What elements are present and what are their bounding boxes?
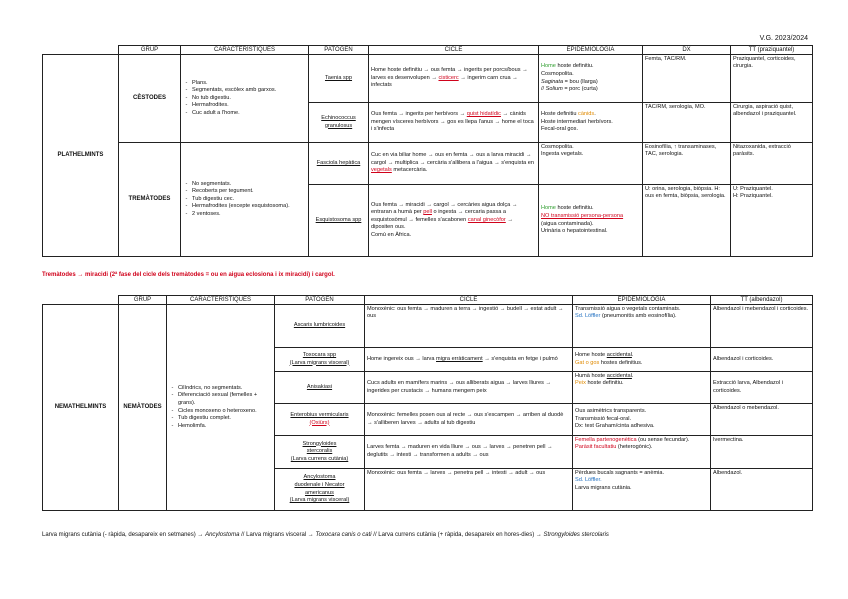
pathogen-echinococcus: Echinococcus granulosus [309, 103, 369, 143]
epi-echinococcus: Hoste definitiu cànids. Hoste intermediari herbívors. Fecal-oral gos. [539, 103, 643, 143]
cicle-toxocara: Home ingereix ous → larva migra erràticament → s'enquista en fetge i pulmó [365, 348, 573, 372]
list-item: - Hemolimfa. [178, 423, 272, 431]
dx-echinococcus: TAC/RM, serologia, MO. [643, 103, 731, 143]
larva-migrans-note: Larva migrans cutània (- ràpida, desapareix en setmanes) → Ancylostoma // Larva migrans visceral → Toxocara canis o cati // Larva currens cutània (+ ràpida, desapareix en hores-dies) → Strongyloides stercolaris [42, 532, 609, 538]
pathogen-anisakis: Anisakiasi [275, 372, 365, 404]
tt-anisakis: Extracció larva, Albendazol i corticoides. [711, 372, 813, 404]
dx-taenia: Femta, TAC/RM. [643, 55, 731, 103]
cicle-taenia: Home hoste definitiu → ous femta → ingerits per porcs/bous → larves es desenvolupen → cisticerc → ingerim carn crua → infectats [369, 55, 539, 103]
tt-fasciola: Nitazoxanida, extracció paràsits. [731, 143, 813, 185]
epi-fasciola: Cosmopolita. Ingesta vegetals. [539, 143, 643, 185]
tt-echinococcus: Cirurgia, aspiració quist, albendazol i praziquantel. [731, 103, 813, 143]
list-item: - Cicles monoxeno o heteroxeno. [178, 408, 272, 416]
phylum-cell: NEMATHELMINTS [43, 305, 119, 511]
col-grup: GRUP [119, 296, 167, 305]
col-dx: DX [643, 46, 731, 55]
epi-anisakis: Humà hoste accidental. Peix hoste definitiu. [573, 372, 711, 404]
nemathelmints-table [42, 295, 813, 511]
tt-strongyloides: Ivermectina. [711, 436, 813, 469]
cicle-strongyloides: Larves femta → maduren en vida lliure → ous → larves → penetren pell → deglutits → intesti → transformen a adults → ous [365, 436, 573, 469]
author-year: V.G. 2023/2024 [759, 35, 808, 42]
epi-esquistosoma: Home hoste definitiu. NO transmissió persona-persona (aigua contaminada). Urinària o hepatointestinal. [539, 185, 643, 257]
tt-toxocara: Albendazol i corticoides. [711, 348, 813, 372]
list-item: - Recoberts per tegument. [192, 188, 306, 196]
col-epidemiologia: EPIDEMIOLOGIA [573, 296, 711, 305]
tt-taenia: Praziquantel, corticoides, cirurgia. [731, 55, 813, 103]
epi-enterobius: Ous asimètrics transparents. Transmissió fecal-oral. Dx: test Graham/cinta adhesiva. [573, 404, 711, 436]
pathogen-fasciola: Fasciola hepàtica [309, 143, 369, 185]
plathelmints-table [42, 45, 813, 257]
col-patogen: PATÒGEN [275, 296, 365, 305]
list-item: - No tub digestiu. [192, 95, 306, 103]
phylum-cell: PLATHELMINTS [43, 55, 119, 257]
cicle-ancylostoma: Monoxènic: ous femta → larves → penetra pell → intesti → adult → ous [365, 469, 573, 511]
grup-trematodes: TREMÀTODES [119, 143, 181, 257]
table-row [43, 305, 813, 348]
pathogen-enterobius: Enterobius vermicularis (Oxiürs) [275, 404, 365, 436]
dx-esquistosoma: U: orina, serologia, biòpsia. H: ous en femta, biòpsia, serologia. [643, 185, 731, 257]
cicle-echinococcus: Ous femta → ingerits per herbívors → quist hidatídic → cànids mengen vísceres herbívors → gos es llepa l'anus → home el toca i s'infecta [369, 103, 539, 143]
list-item: - Cuc adult a l'home. [192, 110, 306, 118]
epi-taenia: Home hoste definitiu. Cosmopolita. Saginata = bou (llarga) // Solium = porc (curta) [539, 55, 643, 103]
chars-trematodes [181, 143, 309, 257]
tt-ascaris: Albendazol i mebendazol i corticoides. [711, 305, 813, 348]
pathogen-ascaris: Ascaris lumbricoides [275, 305, 365, 348]
list-item: - No segmentats. [192, 181, 306, 189]
col-tt: TT (praziquantel) [731, 46, 813, 55]
cicle-fasciola: Cuc en via biliar home → ous en femta → ous a larva miracidi → cargol → multiplica → cercària s'allibera a l'aigua → s'enquista en vegetals metacercària. [369, 143, 539, 185]
list-item: - Segmentats, escòlex amb garxos. [192, 87, 306, 95]
pathogen-esquistosoma: Esquistosoma spp [309, 185, 369, 257]
epi-toxocara: Home hoste accidental. Gat o gos hostes definitius. [573, 348, 711, 372]
table-row [43, 55, 813, 103]
cicle-anisakis: Cucs adults en mamífers marins → ous alliberats aigua → larves lliures → ingerides per crustacis → humans mengem peix [365, 372, 573, 404]
list-item: - Diferenciació sexual (femelles + grans). [178, 392, 272, 407]
empty-corner [43, 46, 119, 55]
empty-corner [43, 296, 119, 305]
chars-cestodes [181, 55, 309, 143]
cicle-ascaris: Monoxènic: ous femta → maduren a terra → ingestió → budell → estat adult → ous [365, 305, 573, 348]
pathogen-ancylostoma: Ancylostoma duodenale i Necator americanus (Larva migrans visceral) [275, 469, 365, 511]
chars-nematodes [167, 305, 275, 511]
pathogen-toxocara: Toxocara spp (Larva migrans visceral) [275, 348, 365, 372]
dx-fasciola: Eosinofília, ↑ transaminases, TAC, serologia. [643, 143, 731, 185]
list-item: - Cilíndrics, no segmentats. [178, 385, 272, 393]
pathogen-taenia: Taenia spp [309, 55, 369, 103]
list-item: - Hermafrodites. [192, 102, 306, 110]
trematodes-note: Tremàtodes → miracidi (2ª fase del cicle dels tremàtodes = ou en aigua eclosiona i ix miracidi) i cargol. [42, 272, 335, 278]
pathogen-strongyloides: Strongyloides stercoralis (Larva currens cutània) [275, 436, 365, 469]
epi-ancylostoma: Pèrdues bucals sagnants = anèmia. Sd. Löffler. Larva migrans cutània. [573, 469, 711, 511]
list-item: - Tub digestiu complet. [178, 415, 272, 423]
list-item: - Tub digestiu cec. [192, 196, 306, 204]
col-epidemiologia: EPIDEMIOLOGIA [539, 46, 643, 55]
epi-strongyloides: Femella partenogenètica (ou sense fecundar). Paràsit facultatiu (heterogònic). [573, 436, 711, 469]
tt-ancylostoma: Albendazol. [711, 469, 813, 511]
tt-esquistosoma: U: Praziquantel. H: Praziquantel. [731, 185, 813, 257]
grup-cestodes: CÈSTODES [119, 55, 181, 143]
col-patogen: PATÒGEN [309, 46, 369, 55]
list-item: - 2 ventoses. [192, 211, 306, 219]
grup-nematodes: NEMÀTODES [119, 305, 167, 511]
col-caracteristiques: CARACTERÍSTIQUES [167, 296, 275, 305]
epi-ascaris: Transmissió aigua o vegetals contaminats. Sd. Löffler (pneumonitis amb eosinofília). [573, 305, 711, 348]
col-cicle: CICLE [365, 296, 573, 305]
cicle-enterobius: Monoxènic: femelles posen ous al recte → ous s'escampen → arriben al duodè → s'alliberen larves → adults al tub digestiu [365, 404, 573, 436]
col-grup: GRUP [119, 46, 181, 55]
list-item: - Hermafrodites (excepte esquistosoma). [192, 203, 306, 211]
tt-enterobius: Albendazol o mebendazol. [711, 404, 813, 436]
list-item: - Plans. [192, 80, 306, 88]
col-cicle: CICLE [369, 46, 539, 55]
col-tt: TT (albendazol) [711, 296, 813, 305]
col-caracteristiques: CARACTERÍSTIQUES [181, 46, 309, 55]
cicle-esquistosoma: Ous femta → miracidi → cargol → cercàries aigua dolça → entraran a humà per pell o ingesta → cercaria passa a esquistosòmul → femelles s'acabonen canal ginecòfor → dipositen ous. Comú en Àfrica. [369, 185, 539, 257]
table-row [43, 143, 813, 185]
